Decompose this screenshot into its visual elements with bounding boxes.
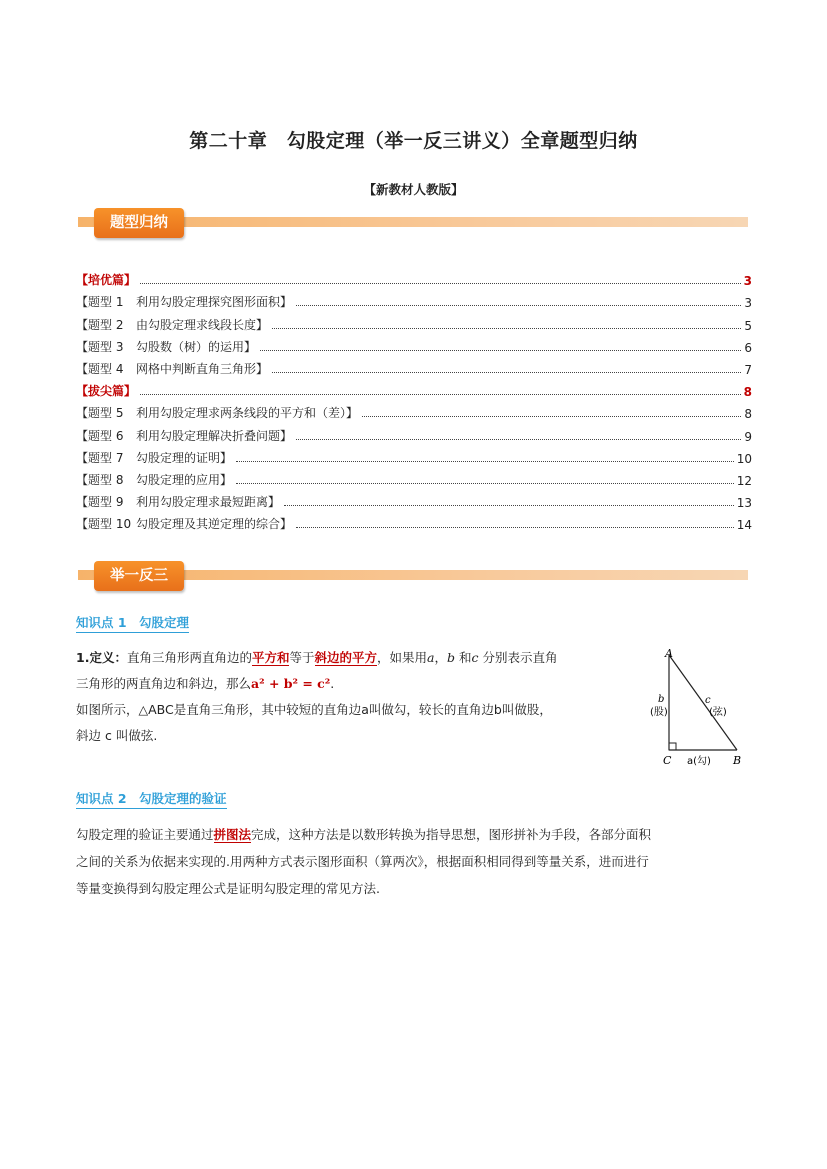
definition-line-3: 如图所示，△ABC是直角三角形，其中较短的直角边a叫做勾，较长的直角边b叫做股， <box>76 702 552 717</box>
definition-label: 1.定义： <box>76 650 127 665</box>
document-subtitle: 【新教材人教版】 <box>363 182 464 197</box>
pythagorean-formula: a² + b² = c² <box>251 676 331 691</box>
toc-item-row[interactable] <box>76 421 752 443</box>
toc-item-row[interactable] <box>76 488 752 510</box>
toc-item-row[interactable] <box>76 288 752 310</box>
text: 勾股定理的验证主要通过 <box>76 827 214 842</box>
toc-item-row[interactable] <box>76 466 752 488</box>
toc-entry-number: 【题型 5 <box>76 406 124 421</box>
toc-leader-dots <box>272 328 741 329</box>
toc-entry-text: 勾股定理及其逆定理的综合】 <box>136 517 293 532</box>
toc-leader-dots <box>236 461 734 462</box>
text: 三角形的两直角边和斜边，那么 <box>76 676 252 691</box>
toc-banner <box>78 208 748 238</box>
toc-page-number: 10 <box>736 451 752 466</box>
toc-entry-text: 网格中判断直角三角形】 <box>136 361 269 376</box>
toc-entry-text: 利用勾股定理解决折叠问题】 <box>136 428 293 443</box>
examples-banner <box>78 561 748 591</box>
label-b: b <box>658 694 665 705</box>
toc-entry-label <box>76 404 358 421</box>
toc-entry-text: 【培优篇】 <box>76 273 137 288</box>
toc-entry-text: 勾股定理的证明】 <box>136 450 233 465</box>
toc-leader-dots <box>362 416 741 417</box>
vertex-A: A <box>665 647 673 660</box>
toc-leader-dots <box>140 394 741 395</box>
toc-item-row[interactable] <box>76 310 752 332</box>
toc-page-number: 13 <box>736 496 752 511</box>
highlight-sum-of-squares: 平方和 <box>251 650 290 665</box>
document-title: 第二十章 勾股定理（举一反三讲义）全章题型归纳 <box>189 130 638 152</box>
toc-entry-label <box>76 316 268 333</box>
knowledge-point-1-heading: 知识点 1 勾股定理 <box>76 613 189 633</box>
toc-item-row[interactable] <box>76 444 752 466</box>
toc-item-row[interactable] <box>76 399 752 421</box>
toc-item-row[interactable] <box>76 510 752 532</box>
verification-line-3: 等量变换得到勾股定理公式是证明勾股定理的常见方法. <box>76 881 380 896</box>
toc-entry-label <box>76 427 292 444</box>
vertex-B: B <box>733 754 742 767</box>
highlight-hypotenuse-square: 斜边的平方 <box>314 650 378 665</box>
label-c-sub: (弦) <box>709 707 727 718</box>
toc-entry-label <box>76 360 268 377</box>
toc-entry-label <box>76 449 232 466</box>
var-a: a <box>427 650 435 665</box>
toc-leader-dots <box>236 483 734 484</box>
text: 直角三角形两直角边的 <box>126 650 252 665</box>
text: ，如果用 <box>377 650 428 665</box>
toc-entry-label <box>76 493 280 510</box>
toc-entry-number: 【题型 3 <box>76 339 124 354</box>
toc-banner-tag: 题型归纳 <box>94 208 184 238</box>
toc-entry-number: 【题型 1 <box>76 295 124 310</box>
table-of-contents <box>76 266 752 532</box>
toc-entry-number: 【题型 7 <box>76 450 124 465</box>
toc-leader-dots <box>296 527 734 528</box>
toc-leader-dots <box>296 305 741 306</box>
toc-entry-number: 【题型 4 <box>76 361 124 376</box>
toc-entry-label <box>76 271 136 288</box>
toc-entry-number: 【题型 2 <box>76 317 124 332</box>
label-b-sub: (股) <box>650 707 668 718</box>
verification-line-2: 之间的关系为依据来实现的.用两种方式表示图形面积（算两次》，根据面积相同得到等量关系，进而进行 <box>76 854 649 869</box>
toc-entry-label <box>76 293 292 310</box>
toc-item-row[interactable] <box>76 355 752 377</box>
toc-section-row[interactable] <box>76 266 752 288</box>
toc-page-number: 14 <box>736 518 752 533</box>
toc-item-row[interactable] <box>76 333 752 355</box>
toc-entry-number: 【题型 6 <box>76 428 124 443</box>
toc-entry-text: 【拔尖篇】 <box>76 384 137 399</box>
toc-page-number: 8 <box>743 385 752 400</box>
text: 等于 <box>289 650 315 665</box>
toc-leader-dots <box>296 439 741 440</box>
right-triangle-figure <box>650 645 755 770</box>
right-angle-mark <box>669 743 676 750</box>
toc-page-number: 6 <box>744 340 752 355</box>
toc-entry-label <box>76 382 136 399</box>
toc-entry-number: 【题型 8 <box>76 472 124 487</box>
definition-line-1 <box>76 645 646 671</box>
var-c: c <box>471 650 479 665</box>
verification-line-1 <box>76 821 756 848</box>
text: 分别表示直角 <box>478 650 558 665</box>
var-b: b <box>447 650 456 665</box>
toc-leader-dots <box>284 505 734 506</box>
toc-leader-dots <box>260 350 741 351</box>
highlight-puzzle-method: 拼图法 <box>213 827 252 842</box>
hypotenuse-c <box>669 655 737 750</box>
text: ， <box>434 650 447 665</box>
definition-line-2 <box>76 671 646 697</box>
toc-entry-text: 勾股数（树）的运用】 <box>136 339 257 354</box>
text: . <box>330 676 335 691</box>
toc-leader-dots <box>140 283 741 284</box>
toc-page-number: 9 <box>744 429 752 444</box>
toc-entry-label <box>76 515 292 532</box>
toc-entry-text: 利用勾股定理探究图形面积】 <box>136 295 293 310</box>
toc-entry-text: 由勾股定理求线段长度】 <box>136 317 269 332</box>
knowledge-point-1-body <box>76 645 646 749</box>
definition-line-4: 斜边 c 叫做弦. <box>76 728 158 743</box>
knowledge-point-2-heading: 知识点 2 勾股定理的验证 <box>76 789 227 809</box>
toc-entry-number: 【题型 10 <box>76 517 132 532</box>
toc-page-number: 8 <box>744 407 752 422</box>
vertex-C: C <box>663 754 672 767</box>
label-a: a(勾) <box>687 756 711 767</box>
toc-leader-dots <box>272 372 741 373</box>
toc-entry-label <box>76 338 256 355</box>
toc-entry-text: 利用勾股定理求两条线段的平方和（差）】 <box>136 406 359 421</box>
toc-entry-number: 【题型 9 <box>76 495 124 510</box>
text: 完成，这种方法是以数形转换为指导思想，图形拼补为手段，各部分面积 <box>251 827 652 842</box>
toc-page-number: 3 <box>743 274 752 289</box>
toc-entry-text: 利用勾股定理求最短距离】 <box>136 495 281 510</box>
toc-page-number: 12 <box>736 473 752 488</box>
label-c: c <box>705 695 711 706</box>
toc-page-number: 3 <box>744 296 752 311</box>
toc-page-number: 7 <box>744 362 752 377</box>
toc-section-row[interactable] <box>76 377 752 399</box>
toc-entry-label <box>76 471 232 488</box>
text: 和 <box>455 650 472 665</box>
knowledge-point-2-body <box>76 821 756 902</box>
examples-banner-tag: 举一反三 <box>94 561 184 591</box>
toc-page-number: 5 <box>744 318 752 333</box>
toc-entry-text: 勾股定理的应用】 <box>136 472 233 487</box>
